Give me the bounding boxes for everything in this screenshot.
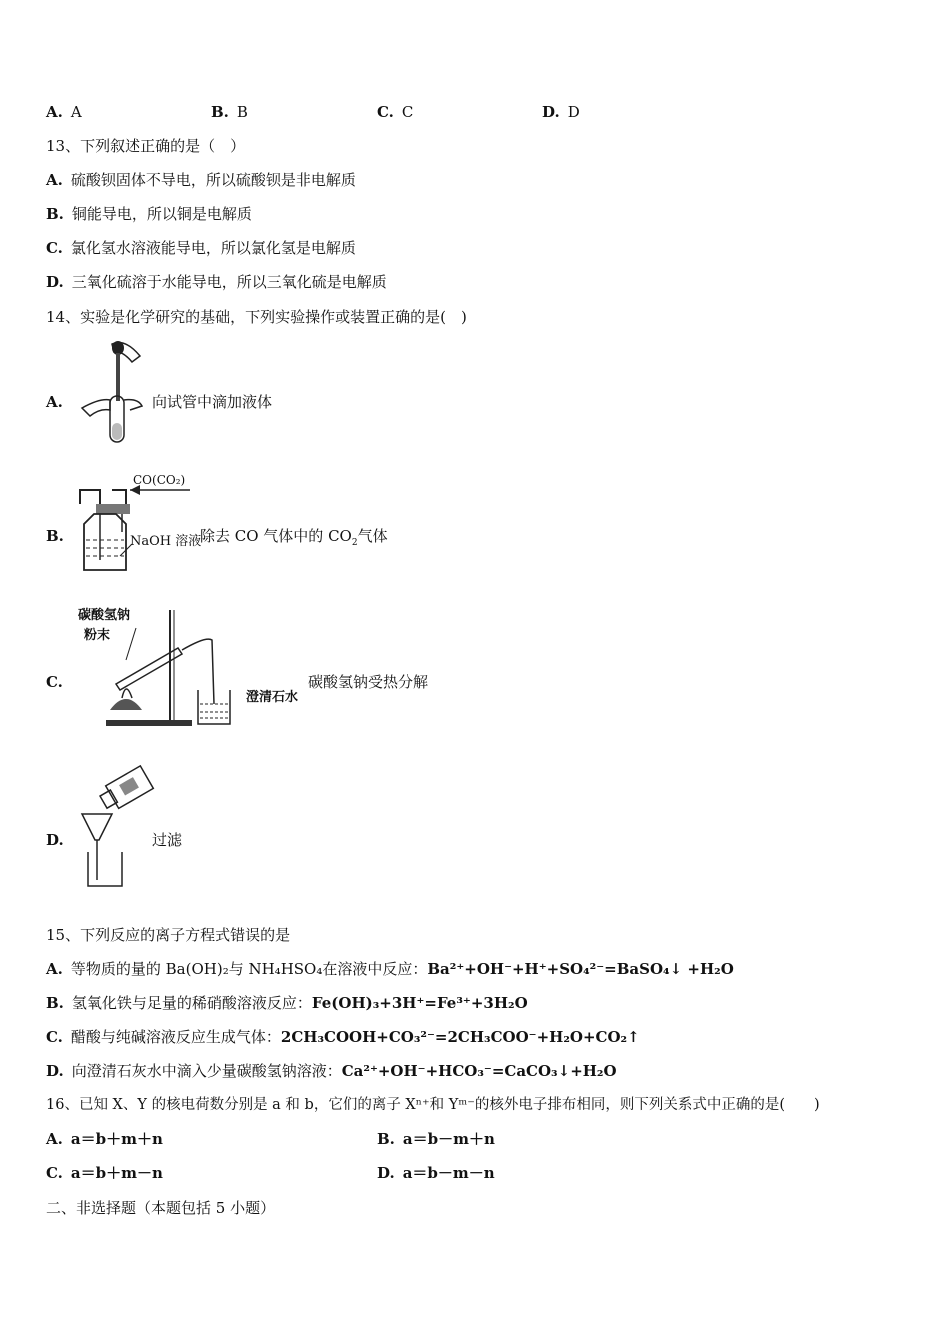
q12-option-a: [46, 102, 82, 122]
q13-option-d: [46, 272, 387, 292]
option-text: a＝b－m－n: [402, 1164, 495, 1182]
option-label: B.: [377, 1130, 395, 1148]
option-label: D.: [46, 273, 64, 291]
option-label: A.: [46, 1130, 63, 1148]
q16-option-c: [46, 1163, 163, 1183]
option-text: C: [401, 103, 414, 121]
option-label: A.: [46, 171, 63, 189]
option-label: D.: [377, 1164, 395, 1182]
option-text: A: [70, 103, 82, 121]
option-label: A.: [46, 960, 63, 978]
option-label: C.: [46, 1164, 63, 1182]
q12-option-d: [542, 102, 580, 122]
q12-option-b: [211, 102, 248, 122]
q14-option-b-label: B.: [46, 527, 64, 545]
gas-label: CO(CO₂): [133, 473, 186, 487]
q14-option-b-caption: [200, 526, 388, 546]
q13-stem: 13、下列叙述正确的是（ ）: [46, 137, 246, 155]
q15-option-b: [46, 993, 528, 1013]
powder-label-line1: 碳酸氢钠: [78, 608, 131, 623]
option-text: a＝b＋m－n: [70, 1164, 163, 1182]
caption-text-end: 气体: [357, 527, 388, 545]
option-text: 氯化氢水溶液能导电，所以氯化氢是电解质: [70, 239, 356, 257]
q16-option-a: [46, 1129, 163, 1149]
q14-option-c-label: C.: [46, 673, 63, 691]
q14-option-d-caption: 过滤: [152, 831, 183, 849]
option-label: D.: [542, 103, 560, 121]
equation: Fe(OH)₃+3H⁺=Fe³⁺+3H₂O: [311, 994, 528, 1012]
option-text: a＝b－m＋n: [402, 1130, 495, 1148]
option-prefix: 向澄清石灰水中滴入少量碳酸氢钠溶液：: [71, 1062, 342, 1080]
option-prefix: 氢氧化铁与足量的稀硝酸溶液反应：: [71, 994, 312, 1012]
q15-option-d: [46, 1061, 617, 1081]
option-text: B: [236, 103, 248, 121]
option-label: C.: [46, 239, 63, 257]
q14-option-a-caption: 向试管中滴加液体: [152, 393, 273, 411]
q16-option-b: [377, 1129, 495, 1149]
option-label: C.: [46, 1028, 63, 1046]
q13-option-c: [46, 238, 356, 258]
equation: Ca²⁺+OH⁻+HCO₃⁻=CaCO₃↓+H₂O: [341, 1062, 617, 1080]
filtration-figure: [76, 764, 156, 890]
option-label: D.: [46, 1062, 64, 1080]
q15-option-a: [46, 959, 734, 979]
naoh-solution-label: NaOH 溶液: [130, 534, 202, 549]
q16-stem: 16、已知 X、Y 的核电荷数分别是 a 和 b，它们的离子 Xⁿ⁺和 Yᵐ⁻的核外电子排布相同，则下列关系式中正确的是( ): [46, 1097, 820, 1113]
q13-option-a: [46, 170, 356, 190]
q14-stem: 14、实验是化学研究的基础，下列实验操作或装置正确的是( ): [46, 308, 467, 326]
q15-stem: 15、下列反应的离子方程式错误的是: [46, 926, 291, 944]
equation: 2CH₃COOH+CO₃²⁻=2CH₃COO⁻+H₂O+CO₂↑: [280, 1028, 640, 1046]
limewater-label: 澄清石水: [246, 690, 299, 705]
option-prefix: 等物质的量的 Ba(OH)₂与 NH₄HSO₄在溶液中反应：: [70, 960, 428, 978]
option-prefix: 醋酸与纯碱溶液反应生成气体：: [70, 1028, 281, 1046]
option-label: B.: [46, 205, 64, 223]
q13-option-b: [46, 204, 252, 224]
caption-text: 除去 CO 气体中的 CO: [200, 527, 352, 545]
q14-option-d-label: D.: [46, 831, 64, 849]
option-label: B.: [211, 103, 229, 121]
heating-apparatus-figure: [96, 608, 306, 732]
section2-title: 二、非选择题（本题包括 5 小题）: [46, 1199, 276, 1217]
option-label: C.: [377, 103, 394, 121]
q12-option-c: [377, 102, 413, 122]
q16-option-d: [377, 1163, 495, 1183]
option-text: 硫酸钡固体不导电，所以硫酸钡是非电解质: [70, 171, 356, 189]
q14-option-a-label: A.: [46, 393, 63, 411]
option-text: 铜能导电，所以铜是电解质: [71, 205, 252, 223]
equation: Ba²⁺+OH⁻+H⁺+SO₄²⁻=BaSO₄↓ +H₂O: [427, 960, 734, 978]
option-text: 三氧化硫溶于水能导电，所以三氧化硫是电解质: [71, 273, 387, 291]
option-text: D: [567, 103, 580, 121]
q14-option-c-caption: 碳酸氢钠受热分解: [308, 673, 429, 691]
option-text: a＝b＋m＋n: [70, 1130, 163, 1148]
option-label: A.: [46, 103, 63, 121]
caption-subscript: 2: [351, 538, 358, 548]
dropper-test-tube-figure: [70, 338, 155, 450]
powder-label-line2: 粉末: [84, 628, 111, 643]
q15-option-c: [46, 1027, 640, 1047]
option-label: B.: [46, 994, 64, 1012]
